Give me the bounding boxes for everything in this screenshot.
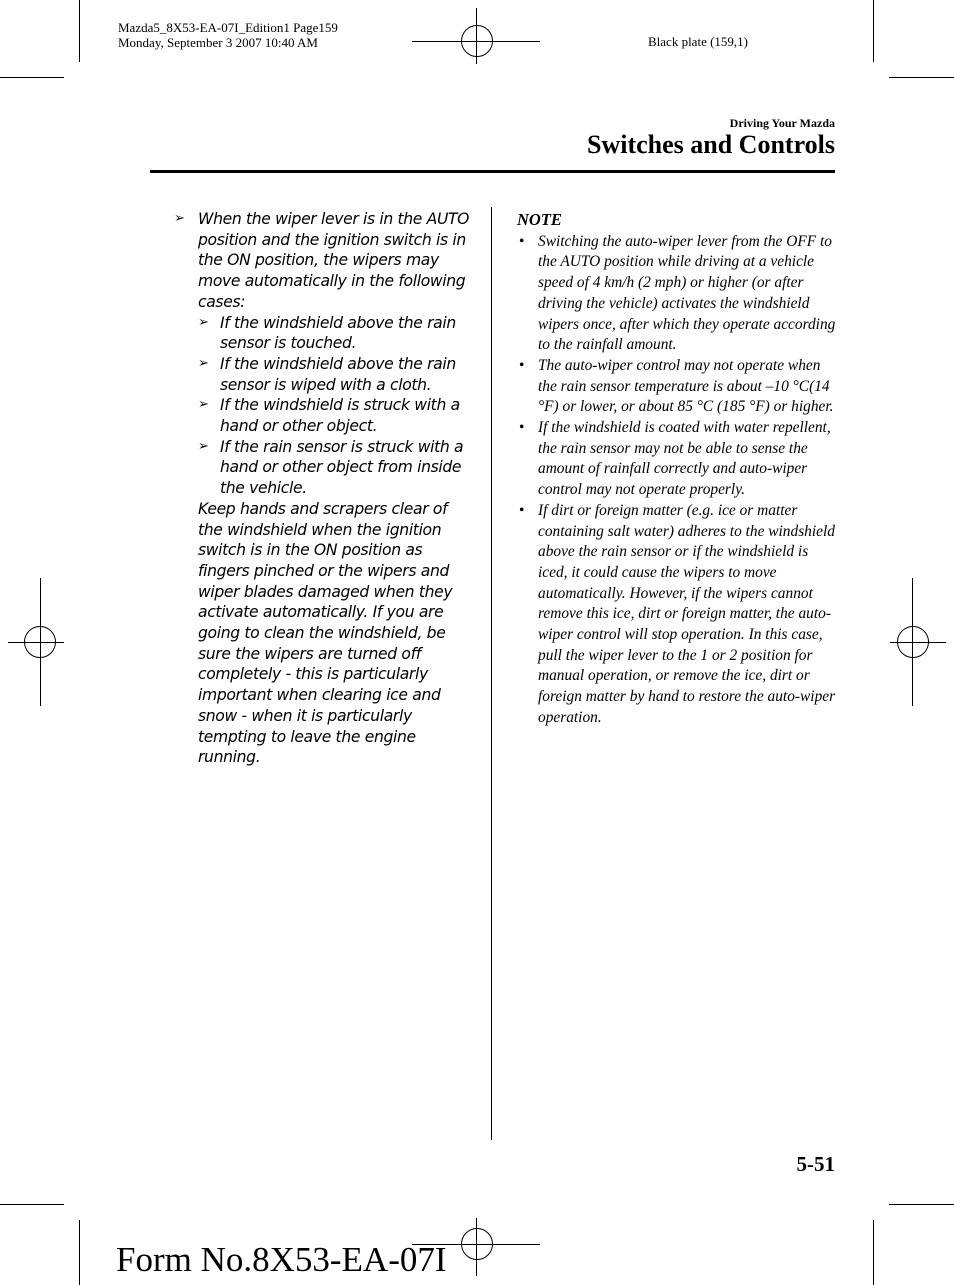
warning-item <box>174 209 474 768</box>
list-item <box>517 232 839 356</box>
case-text: If the windshield above the rain sensor is touched. <box>220 313 456 353</box>
list-item <box>198 313 474 354</box>
bullet-icon: • <box>519 419 525 437</box>
list-item <box>198 354 474 395</box>
note-section <box>517 210 839 729</box>
note-title: NOTE <box>517 210 562 229</box>
warning-body: Keep hands and scrapers clear of the windshield when the ignition switch is in the ON position as fingers pinched or the wipers and wiper blades damaged when they activate automatically. If you are going to clean the windshield, be sure the wipers are turned off completely - this is particularly important when clearing ice and snow - when it is particularly tempting to leave the engine running. <box>198 499 453 767</box>
case-text: If the windshield above the rain sensor is wiped with a cloth. <box>220 354 456 394</box>
list-item <box>517 501 839 729</box>
warning-cases <box>198 313 474 499</box>
print-file-line: Mazda5_8X53-EA-07I_Edition1 Page159 <box>118 20 338 35</box>
page-number: 5-51 <box>796 1152 835 1176</box>
section-label: Driving Your Mazda <box>729 116 835 130</box>
list-item <box>517 356 839 418</box>
print-date-line: Monday, September 3 2007 10:40 AM <box>118 35 318 50</box>
list-item <box>198 437 474 499</box>
warning-intro: When the wiper lever is in the AUTO position and the ignition switch is in the ON position, the wipers may move automatically in the following cases: <box>198 210 470 311</box>
note-text: If the windshield is coated with water repellent, the rain sensor may not be able to sense the amount of rainfall correctly and auto-wiper control may not operate properly. <box>538 419 831 499</box>
case-text: If the rain sensor is struck with a hand or other object from inside the vehicle. <box>220 437 464 498</box>
warning-section <box>174 209 474 768</box>
form-number: Form No.8X53-EA-07I <box>116 1240 447 1279</box>
note-text: Switching the auto-wiper lever from the OFF to the AUTO position while driving at a vehicle speed of 4 km/h (2 mph) or higher (or after driving the vehicle) activates the windshield wipers once, after which they operate according to the rainfall amount. <box>538 232 836 354</box>
title-rule <box>150 170 835 173</box>
page-title: Switches and Controls <box>586 130 835 159</box>
arrow-icon: ➢ <box>174 211 185 226</box>
arrow-icon: ➢ <box>198 397 209 413</box>
note-text: If dirt or foreign matter (e.g. ice or matter containing salt water) adheres to the windshield above the rain sensor or if the windshield is iced, it could cause the wipers to move automatically. However, if the wipers cannot remove this ice, dirt or foreign matter, the auto-wiper control will stop operation. In this case, pull the wiper lever to the 1 or 2 position for manual operation, or remove the ice, dirt or foreign matter by hand to restore the auto-wiper operation. <box>538 501 836 726</box>
bullet-icon: • <box>519 232 525 250</box>
column-divider <box>491 207 492 1140</box>
plate-label: Black plate (159,1) <box>648 34 748 49</box>
list-item <box>198 395 474 436</box>
print-header <box>118 20 338 50</box>
bullet-icon: • <box>519 356 525 374</box>
arrow-icon: ➢ <box>198 355 209 371</box>
list-item <box>517 418 839 501</box>
case-text: If the windshield is struck with a hand or other object. <box>220 396 460 436</box>
note-text: The auto-wiper control may not operate when the rain sensor temperature is about –10 °C(14 °F) or lower, or about 85 °C (185 °F) or higher. <box>538 356 834 416</box>
arrow-icon: ➢ <box>198 314 209 330</box>
bullet-icon: • <box>519 501 525 519</box>
arrow-icon: ➢ <box>198 438 209 454</box>
